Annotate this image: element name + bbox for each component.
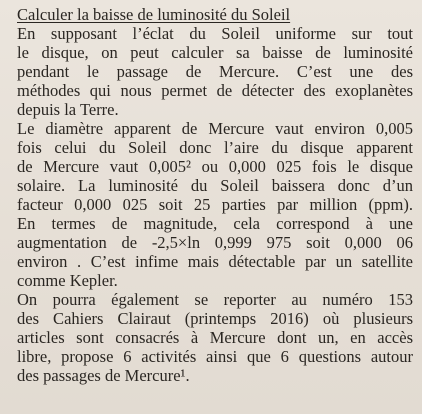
text-line: En supposant l’éclat du Soleil uniforme sur tout: [17, 24, 413, 43]
paragraph-1: [17, 24, 414, 119]
text-line: facteur 0,000 025 soit 25 parties par million (ppm).: [17, 195, 413, 214]
text-line: des passages de Mercure¹.: [17, 366, 190, 385]
text-line: des Cahiers Clairaut (printemps 2016) où plusieurs: [17, 309, 413, 328]
text-line: méthodes qui nous permet de détecter des exoplanètes: [17, 81, 413, 100]
text-line: environ . C’est infime mais détectable par un satellite: [17, 252, 413, 271]
text-line: fois celui du Soleil donc l’aire du disque apparent: [17, 138, 413, 157]
text-line: pendant le passage de Mercure. C’est une des: [17, 62, 413, 81]
text-line: solaire. La luminosité du Soleil baissera donc d’un: [17, 176, 413, 195]
paragraph-2: [17, 119, 414, 290]
text-line: comme Kepler.: [17, 271, 118, 290]
text-line: Le diamètre apparent de Mercure vaut environ 0,005: [17, 119, 413, 138]
section-title: Calculer la baisse de luminosité du Soleil: [17, 5, 291, 24]
text-line: depuis la Terre.: [17, 100, 119, 119]
text-line: En termes de magnitude, cela correspond à une: [17, 214, 413, 233]
text-line: libre, propose 6 activités ainsi que 6 questions autour: [17, 347, 413, 366]
text-line: le disque, on peut calculer sa baisse de luminosité: [17, 43, 413, 62]
text-line: On pourra également se reporter au numéro 153: [17, 290, 413, 309]
text-line: articles sont consacrés à Mercure dont un, en accès: [17, 328, 413, 347]
paragraph-3: [17, 290, 414, 385]
text-line: augmentation de -2,5×ln 0,999 975 soit 0,000 06: [17, 233, 413, 252]
text-line: de Mercure vaut 0,005² ou 0,000 025 fois le disque: [17, 157, 413, 176]
